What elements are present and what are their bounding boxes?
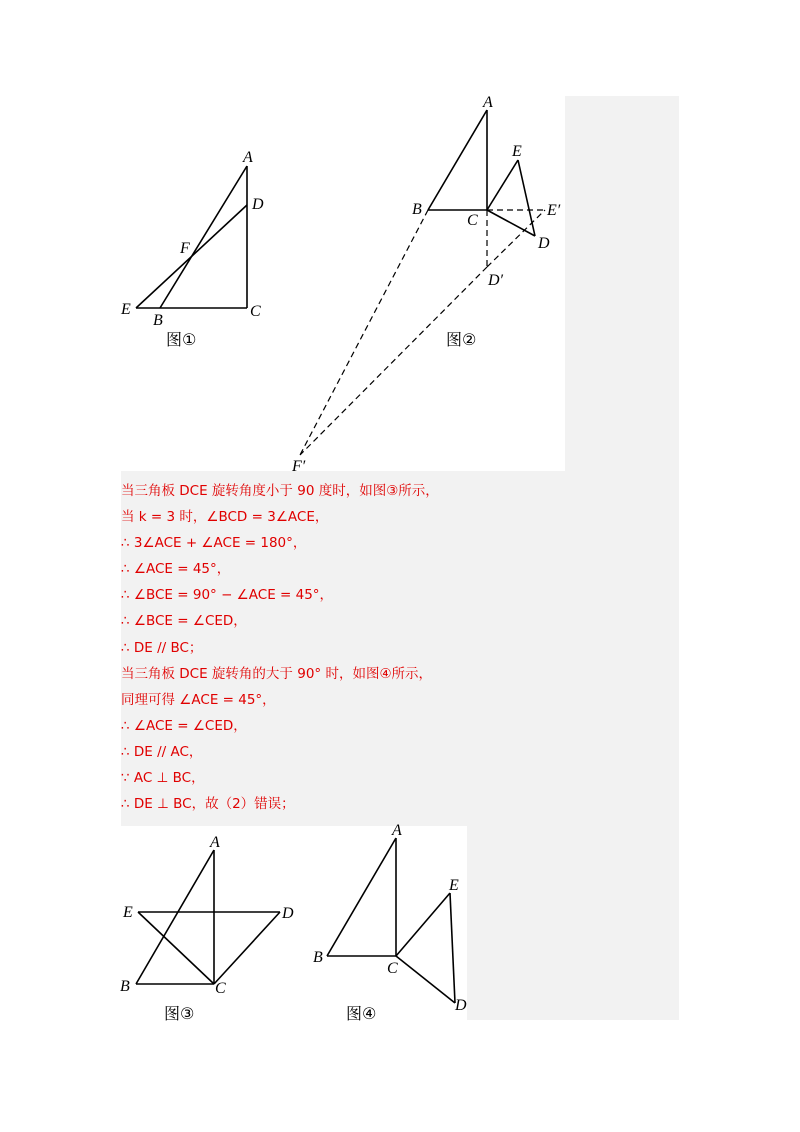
proof-line: ∵ AC ⊥ BC，	[121, 770, 205, 787]
proof-line: ∴ DE // BC；	[121, 639, 203, 656]
point-a-label: A	[243, 149, 253, 166]
proof-line: ∴ ∠ACE = ∠CED，	[121, 717, 247, 734]
point-e-prime-label: E′	[547, 202, 561, 219]
figure-2-caption: 图②	[446, 330, 477, 349]
point-f-label: F	[180, 240, 190, 257]
proof-line: ∴ ∠ACE = 45°，	[121, 561, 231, 578]
point-a-label: A	[392, 822, 402, 839]
point-e-label: E	[512, 143, 522, 160]
point-e-label: E	[449, 877, 459, 894]
point-d-label: D	[252, 196, 264, 213]
point-c-label: C	[467, 212, 478, 229]
segment-ab	[327, 838, 396, 956]
point-e-label: E	[121, 301, 131, 318]
segment-cd	[396, 956, 455, 1003]
figure-4-caption: 图④	[346, 1004, 377, 1023]
proof-line: 当 k = 3 时，∠BCD = 3∠ACE，	[121, 509, 329, 526]
point-d-label: D	[538, 235, 550, 252]
proof-line: ∴ DE // AC，	[121, 743, 203, 760]
point-b-label: B	[120, 978, 130, 995]
point-c-label: C	[387, 960, 398, 977]
proof-line: 当三角板 DCE 旋转角的大于 90° 时，如图④所示，	[121, 665, 433, 682]
point-f-prime-label: F′	[292, 458, 306, 475]
segment-ed	[450, 893, 455, 1003]
point-c-label: C	[215, 980, 226, 997]
point-b-label: B	[153, 312, 163, 329]
segment-ce	[396, 893, 450, 956]
point-a-label: A	[483, 94, 493, 111]
point-c-label: C	[250, 303, 261, 320]
figure-3-caption: 图③	[164, 1004, 195, 1023]
figure-1-caption: 图①	[166, 330, 197, 349]
point-b-label: B	[313, 949, 323, 966]
point-e-label: E	[123, 904, 133, 921]
proof-line: ∴ ∠BCE = ∠CED，	[121, 613, 247, 630]
point-d-label: D	[455, 997, 467, 1014]
proof-line: 当三角板 DCE 旋转角度小于 90 度时，如图③所示，	[121, 483, 439, 499]
point-a-label: A	[210, 834, 220, 851]
proof-line: 同理可得 ∠ACE = 45°，	[121, 691, 276, 708]
point-b-label: B	[412, 201, 422, 218]
point-d-label: D	[282, 905, 294, 922]
proof-line: ∴ ∠BCE = 90° − ∠ACE = 45°，	[121, 587, 334, 604]
point-d-prime-label: D′	[488, 272, 504, 289]
proof-line: ∴ DE ⊥ BC，故（2）错误；	[121, 796, 295, 813]
proof-line: ∴ 3∠ACE + ∠ACE = 180°，	[121, 535, 307, 552]
